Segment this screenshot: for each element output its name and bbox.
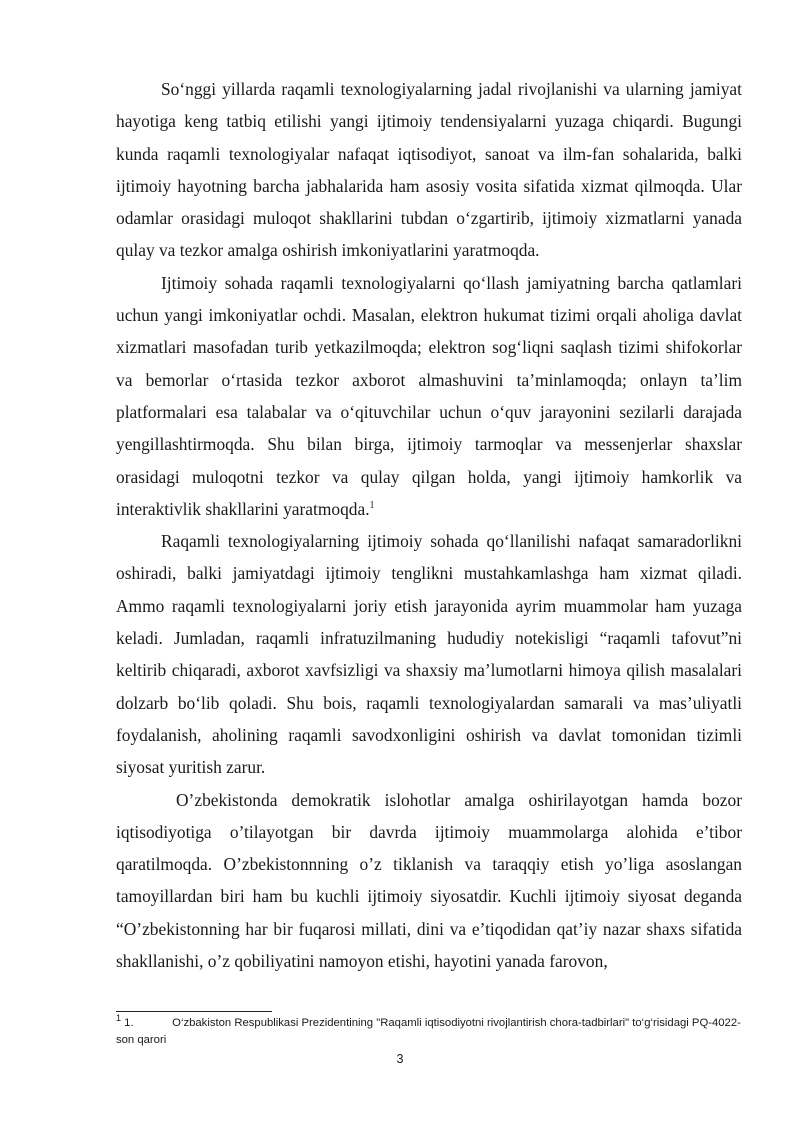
footnote-text: O‘zbakiston Respublikasi Prezidentining "Raqamli iqtisodiyotni rivojlantirish chora-tadbirlari" to‘g‘risidagi PQ-4022-son qarori bbox=[116, 1017, 741, 1046]
paragraph-1: So‘nggi yillarda raqamli texnologiyalarning jadal rivojlanishi va ularning jamiyat hayotiga keng tatbiq etilishi yangi ijtimoiy tendensiyalarni yuzaga chiqardi. Bugungi kunda raqamli texnologiyalar nafaqat iqtisodiyot, sanoat va ilm-fan sohalarida, balki ijtimoiy hayotning barcha jabhalarida ham asosiy vosita sifatida xizmat qilmoqda. Ular odamlar orasidagi muloqot shakllarini tubdan o‘zgartirib, ijtimoiy xizmatlarni yanada qulay va tezkor amalga oshirish imkoniyatlarini yaratmoqda. bbox=[116, 79, 742, 261]
footnote-reference[interactable]: 1 bbox=[369, 500, 375, 512]
footnote-index: 1. bbox=[124, 1017, 134, 1029]
paragraph-2 bbox=[116, 267, 742, 525]
body-text bbox=[116, 73, 742, 977]
paragraph-2-text: Ijtimoiy sohada raqamli texnologiyalarni qo‘llash jamiyatning barcha qatlamlari uchun yangi imkoniyatlar ochdi. Masalan, elektron hukumat tizimi orqali aholiga davlat xizmatlari masofadan turib yetkazilmoqda; elektron sog‘liqni saqlash tizimi shifokorlar va bemorlar o‘rtasida tezkor axborot almashuvini ta’minlamoqda; onlayn ta’lim platformalari esa talabalar va o‘qituvchilar uchun o‘quv jarayonini sezilarli darajada yengillashtirmoqda. Shu bilan birga, ijtimoiy tarmoqlar va messenjerlar shaxslar orasidagi muloqotni tezkor va qulay qilgan holda, yangi ijtimoiy hamkorlik va interaktivlik shakllarini yaratmoqda. bbox=[116, 272, 742, 519]
paragraph-3: Raqamli texnologiyalarning ijtimoiy sohada qo‘llanilishi nafaqat samaradorlikni oshiradi, balki jamiyatdagi ijtimoiy tenglikni mustahkamlashga ham xizmat qiladi. Ammo raqamli texnologiyalarni joriy etish jarayonida ayrim muammolar ham yuzaga keladi. Jumladan, raqamli infratuzilmaning hududiy notekisligi “raqamli tafovut”ni keltirib chiqaradi, axborot xavfsizligi va shaxsiy ma’lumotlarni himoya qilish masalalari dolzarb bo‘lib qoladi. Shu bois, raqamli texnologiyalardan samarali va mas’uliyatli foydalanish, aholining raqamli savodxonligini oshirish va davlat tomonidan tizimli siyosat yuritish zarur. bbox=[116, 531, 742, 778]
footnote bbox=[116, 1015, 756, 1049]
footnote-separator bbox=[116, 1011, 272, 1012]
page-number: 3 bbox=[396, 1052, 404, 1066]
paragraph-4: O’zbekistonda demokratik islohotlar amalga oshirilayotgan hamda bozor iqtisodiyotiga o’tilayotgan bir davrda ijtimoiy muammolarga alohida e’tibor qaratilmoqda. O’zbekistonnning o’z tiklanish va taraqqiy etish yo’liga asoslangan tamoyillardan biri ham bu kuchli ijtimoiy siyosatdir. Kuchli ijtimoiy siyosat deganda “O’zbekistonning har bir fuqarosi millati, dini va e’tiqodidan qat’iy nazar shaxs sifatida shakllanishi, o’z qobiliyatini namoyon etishi, hayotini yanada farovon, bbox=[116, 789, 742, 972]
footnote-number: 1 bbox=[116, 1013, 122, 1024]
